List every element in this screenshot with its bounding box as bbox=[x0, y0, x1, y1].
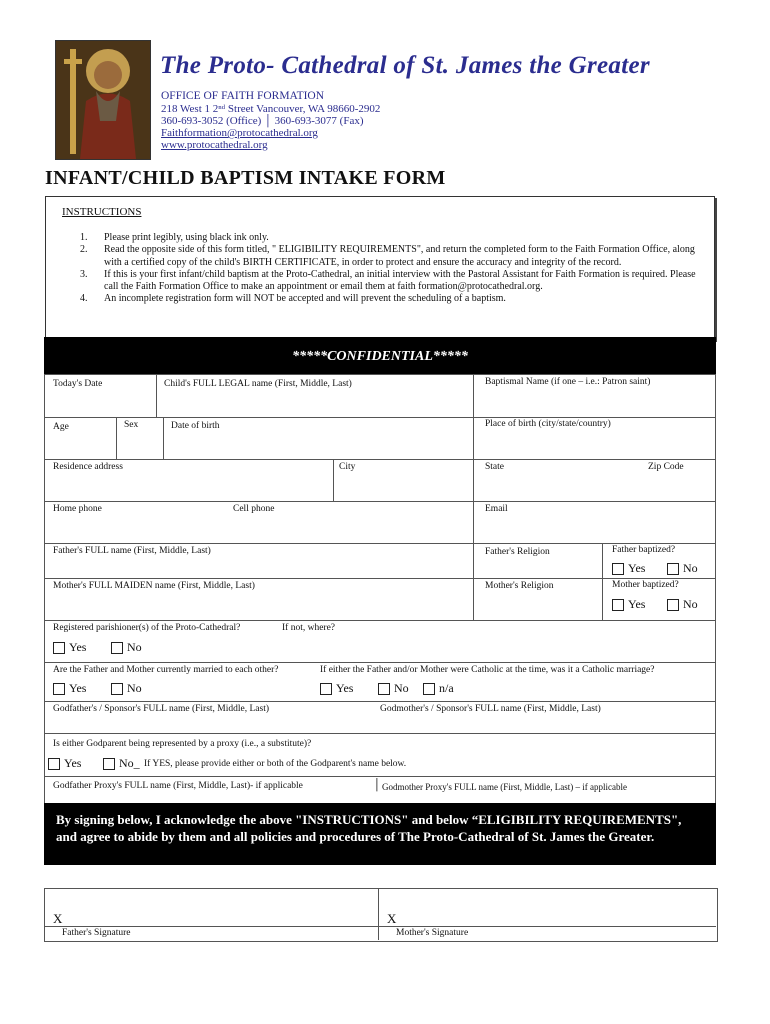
registered-parishioner-field bbox=[44, 620, 716, 663]
mother-signature-label: Mother's Signature bbox=[396, 928, 469, 938]
age-field[interactable] bbox=[44, 417, 117, 460]
checkbox-icon bbox=[667, 599, 679, 611]
catholic-marriage-na-checkbox[interactable] bbox=[423, 681, 454, 696]
instruction-number: 4. bbox=[80, 293, 88, 305]
godfather-proxy-label: Godfather Proxy's FULL name (First, Middle, Last)- if applicable bbox=[53, 781, 303, 791]
checkbox-icon bbox=[53, 642, 65, 654]
residence-address-field[interactable] bbox=[44, 459, 334, 502]
godmother-proxy-label: Godmother Proxy's FULL name (First, Middle, Last) – if applicable bbox=[382, 782, 627, 792]
form-title: INFANT/CHILD BAPTISM INTAKE FORM bbox=[45, 167, 446, 189]
field-label: Age bbox=[53, 422, 69, 432]
mother-baptized-no-checkbox[interactable] bbox=[667, 597, 698, 612]
instruction-item bbox=[80, 232, 702, 244]
instruction-item bbox=[80, 244, 702, 269]
instructions-heading: INSTRUCTIONS bbox=[62, 206, 142, 218]
option-label: No_ bbox=[119, 756, 140, 770]
acknowledgement-banner: By signing below, I acknowledge the above "INSTRUCTIONS" and below “ELIGIBILITY REQUIREMENTS", and agree to abide by them and all policies and procedures of The Proto-Cathedral of St. James the Greater. bbox=[44, 803, 716, 865]
instructions-list bbox=[80, 232, 702, 306]
todays-date-field[interactable] bbox=[44, 374, 157, 418]
email-field[interactable] bbox=[473, 501, 716, 544]
option-label: Yes bbox=[69, 640, 87, 654]
checkbox-icon bbox=[48, 758, 60, 770]
proxy-instruction-label: If YES, please provide either or both of the Godparent's name below. bbox=[144, 759, 407, 769]
field-label: Today's Date bbox=[53, 379, 103, 389]
catholic-marriage-no-checkbox[interactable] bbox=[378, 681, 409, 696]
place-of-birth-field[interactable] bbox=[473, 417, 716, 460]
date-of-birth-field[interactable] bbox=[163, 417, 474, 460]
field-label: Mother baptized? bbox=[612, 580, 679, 590]
option-label: No bbox=[127, 640, 142, 654]
office-name: OFFICE OF FAITH FORMATION bbox=[161, 90, 325, 102]
office-phone: 360-693-3052 (Office) │ 360-693-3077 (Fax) bbox=[161, 115, 364, 127]
father-baptized-field bbox=[602, 543, 716, 579]
father-signature-input[interactable] bbox=[44, 892, 378, 926]
father-signature-x: X bbox=[53, 911, 63, 926]
mother-religion-field[interactable] bbox=[473, 578, 603, 621]
field-label: Is either Godparent being represented by a proxy (i.e., a substitute)? bbox=[53, 739, 312, 749]
proxy-field bbox=[44, 733, 716, 777]
field-label: Email bbox=[485, 504, 508, 514]
field-label: Registered parishioner(s) of the Proto-Cathedral? bbox=[53, 623, 241, 633]
mother-name-field[interactable] bbox=[44, 578, 474, 621]
checkbox-icon bbox=[111, 642, 123, 654]
office-email-link[interactable]: Faithformation@protocathedral.org bbox=[161, 127, 318, 139]
father-baptized-yes-checkbox[interactable] bbox=[612, 561, 645, 576]
godfather-label: Godfather's / Sponsor's FULL name (First, Middle, Last) bbox=[53, 704, 270, 714]
instruction-item bbox=[80, 269, 702, 294]
phone-field[interactable] bbox=[44, 501, 474, 544]
godparents-field[interactable] bbox=[44, 701, 716, 734]
option-label: No bbox=[394, 681, 409, 695]
instruction-text: An incomplete registration form will NOT be accepted and will prevent the scheduling of a baptism. bbox=[104, 293, 506, 305]
field-label: Baptismal Name (if one – i.e.: Patron saint) bbox=[485, 377, 651, 387]
father-signature-label: Father's Signature bbox=[62, 928, 131, 938]
instruction-number: 2. bbox=[80, 244, 88, 256]
mother-signature-x: X bbox=[387, 911, 397, 926]
married-no-checkbox[interactable] bbox=[111, 681, 142, 696]
marriage-field bbox=[44, 662, 716, 702]
field-label: Father's FULL name (First, Middle, Last) bbox=[53, 546, 211, 556]
instruction-text: Read the opposite side of this form titled, " ELIGIBILITY REQUIREMENTS", and return the completed form to the Faith Formation Office, along with a certified copy of the child's BIRTH CERTIFICATE, in order to protect and ensure the accuracy and integrity of the record. bbox=[104, 244, 695, 268]
office-address: 218 West 1 2ⁿᵈ Street Vancouver, WA 98660-2902 bbox=[161, 103, 381, 115]
mother-signature-input[interactable] bbox=[379, 892, 715, 926]
field-label: Child's FULL LEGAL name (First, Middle, Last) bbox=[164, 379, 352, 389]
proxy-yes-checkbox[interactable] bbox=[48, 756, 81, 771]
checkbox-icon bbox=[612, 563, 624, 575]
registered-no-checkbox[interactable] bbox=[111, 640, 142, 655]
married-yes-checkbox[interactable] bbox=[53, 681, 86, 696]
website-link[interactable]: www.protocathedral.org bbox=[161, 139, 268, 151]
proxy-no-checkbox[interactable] bbox=[103, 756, 140, 771]
field-label: Are the Father and Mother currently married to each other? bbox=[53, 665, 279, 675]
option-label: Yes bbox=[628, 597, 646, 611]
instruction-item bbox=[80, 293, 702, 305]
instruction-text: Please print legibly, using black ink only. bbox=[104, 232, 269, 243]
field-label: Father baptized? bbox=[612, 545, 676, 555]
checkbox-icon bbox=[423, 683, 435, 695]
cell-phone-label: Cell phone bbox=[233, 504, 275, 514]
proxy-names-field[interactable] bbox=[44, 776, 716, 804]
divider-bar: │ bbox=[373, 779, 381, 791]
zip-label: Zip Code bbox=[648, 462, 684, 472]
checkbox-icon bbox=[320, 683, 332, 695]
field-label: Mother's FULL MAIDEN name (First, Middle, Last) bbox=[53, 581, 255, 591]
mother-baptized-yes-checkbox[interactable] bbox=[612, 597, 645, 612]
checkbox-icon bbox=[667, 563, 679, 575]
instruction-number: 3. bbox=[80, 268, 88, 280]
signature-line bbox=[44, 926, 716, 927]
father-baptized-no-checkbox[interactable] bbox=[667, 561, 698, 576]
checkbox-icon bbox=[53, 683, 65, 695]
field-label: Sex bbox=[124, 420, 139, 430]
catholic-marriage-label: If either the Father and/or Mother were Catholic at the time, was it a Catholic marriage? bbox=[320, 665, 655, 675]
godmother-label: Godmother's / Sponsor's FULL name (First, Middle, Last) bbox=[380, 704, 601, 714]
field-label: City bbox=[339, 462, 356, 472]
catholic-marriage-yes-checkbox[interactable] bbox=[320, 681, 353, 696]
instruction-text: If this is your first infant/child baptism at the Proto-Cathedral, an initial interview with the Pastoral Assistant for Faith Formation is required. Please call the Faith Formation Office to make an appointment or email them at faith formation@protocathedral.org. bbox=[104, 268, 696, 293]
field-label: Place of birth (city/state/country) bbox=[485, 419, 611, 429]
field-label: Father's Religion bbox=[485, 547, 550, 557]
baptismal-name-field[interactable] bbox=[473, 374, 716, 418]
parish-title: The Proto- Cathedral of St. James the Greater bbox=[160, 52, 650, 79]
if-not-where-label: If not, where? bbox=[282, 623, 336, 633]
option-label: No bbox=[683, 561, 698, 575]
city-field[interactable] bbox=[333, 459, 474, 502]
state-label: State bbox=[485, 462, 504, 472]
field-label: Mother's Religion bbox=[485, 581, 554, 591]
option-label: No bbox=[683, 597, 698, 611]
option-label: Yes bbox=[336, 681, 354, 695]
registered-yes-checkbox[interactable] bbox=[53, 640, 86, 655]
field-label: Residence address bbox=[53, 462, 123, 472]
home-phone-label: Home phone bbox=[53, 504, 102, 514]
parish-logo-image bbox=[55, 40, 151, 160]
father-religion-field[interactable] bbox=[473, 543, 603, 579]
child-name-field[interactable] bbox=[156, 374, 474, 418]
sex-field[interactable] bbox=[116, 417, 164, 460]
instruction-number: 1. bbox=[80, 232, 88, 243]
mother-baptized-field bbox=[602, 578, 716, 621]
father-name-field[interactable] bbox=[44, 543, 474, 579]
confidential-banner: *****CONFIDENTIAL***** bbox=[44, 337, 716, 374]
checkbox-icon bbox=[378, 683, 390, 695]
field-label: Date of birth bbox=[171, 421, 220, 431]
option-label: n/a bbox=[439, 681, 454, 695]
option-label: Yes bbox=[64, 756, 82, 770]
state-zip-field[interactable] bbox=[473, 459, 716, 502]
checkbox-icon bbox=[612, 599, 624, 611]
checkbox-icon bbox=[103, 758, 115, 770]
option-label: Yes bbox=[628, 561, 646, 575]
option-label: No bbox=[127, 681, 142, 695]
option-label: Yes bbox=[69, 681, 87, 695]
checkbox-icon bbox=[111, 683, 123, 695]
